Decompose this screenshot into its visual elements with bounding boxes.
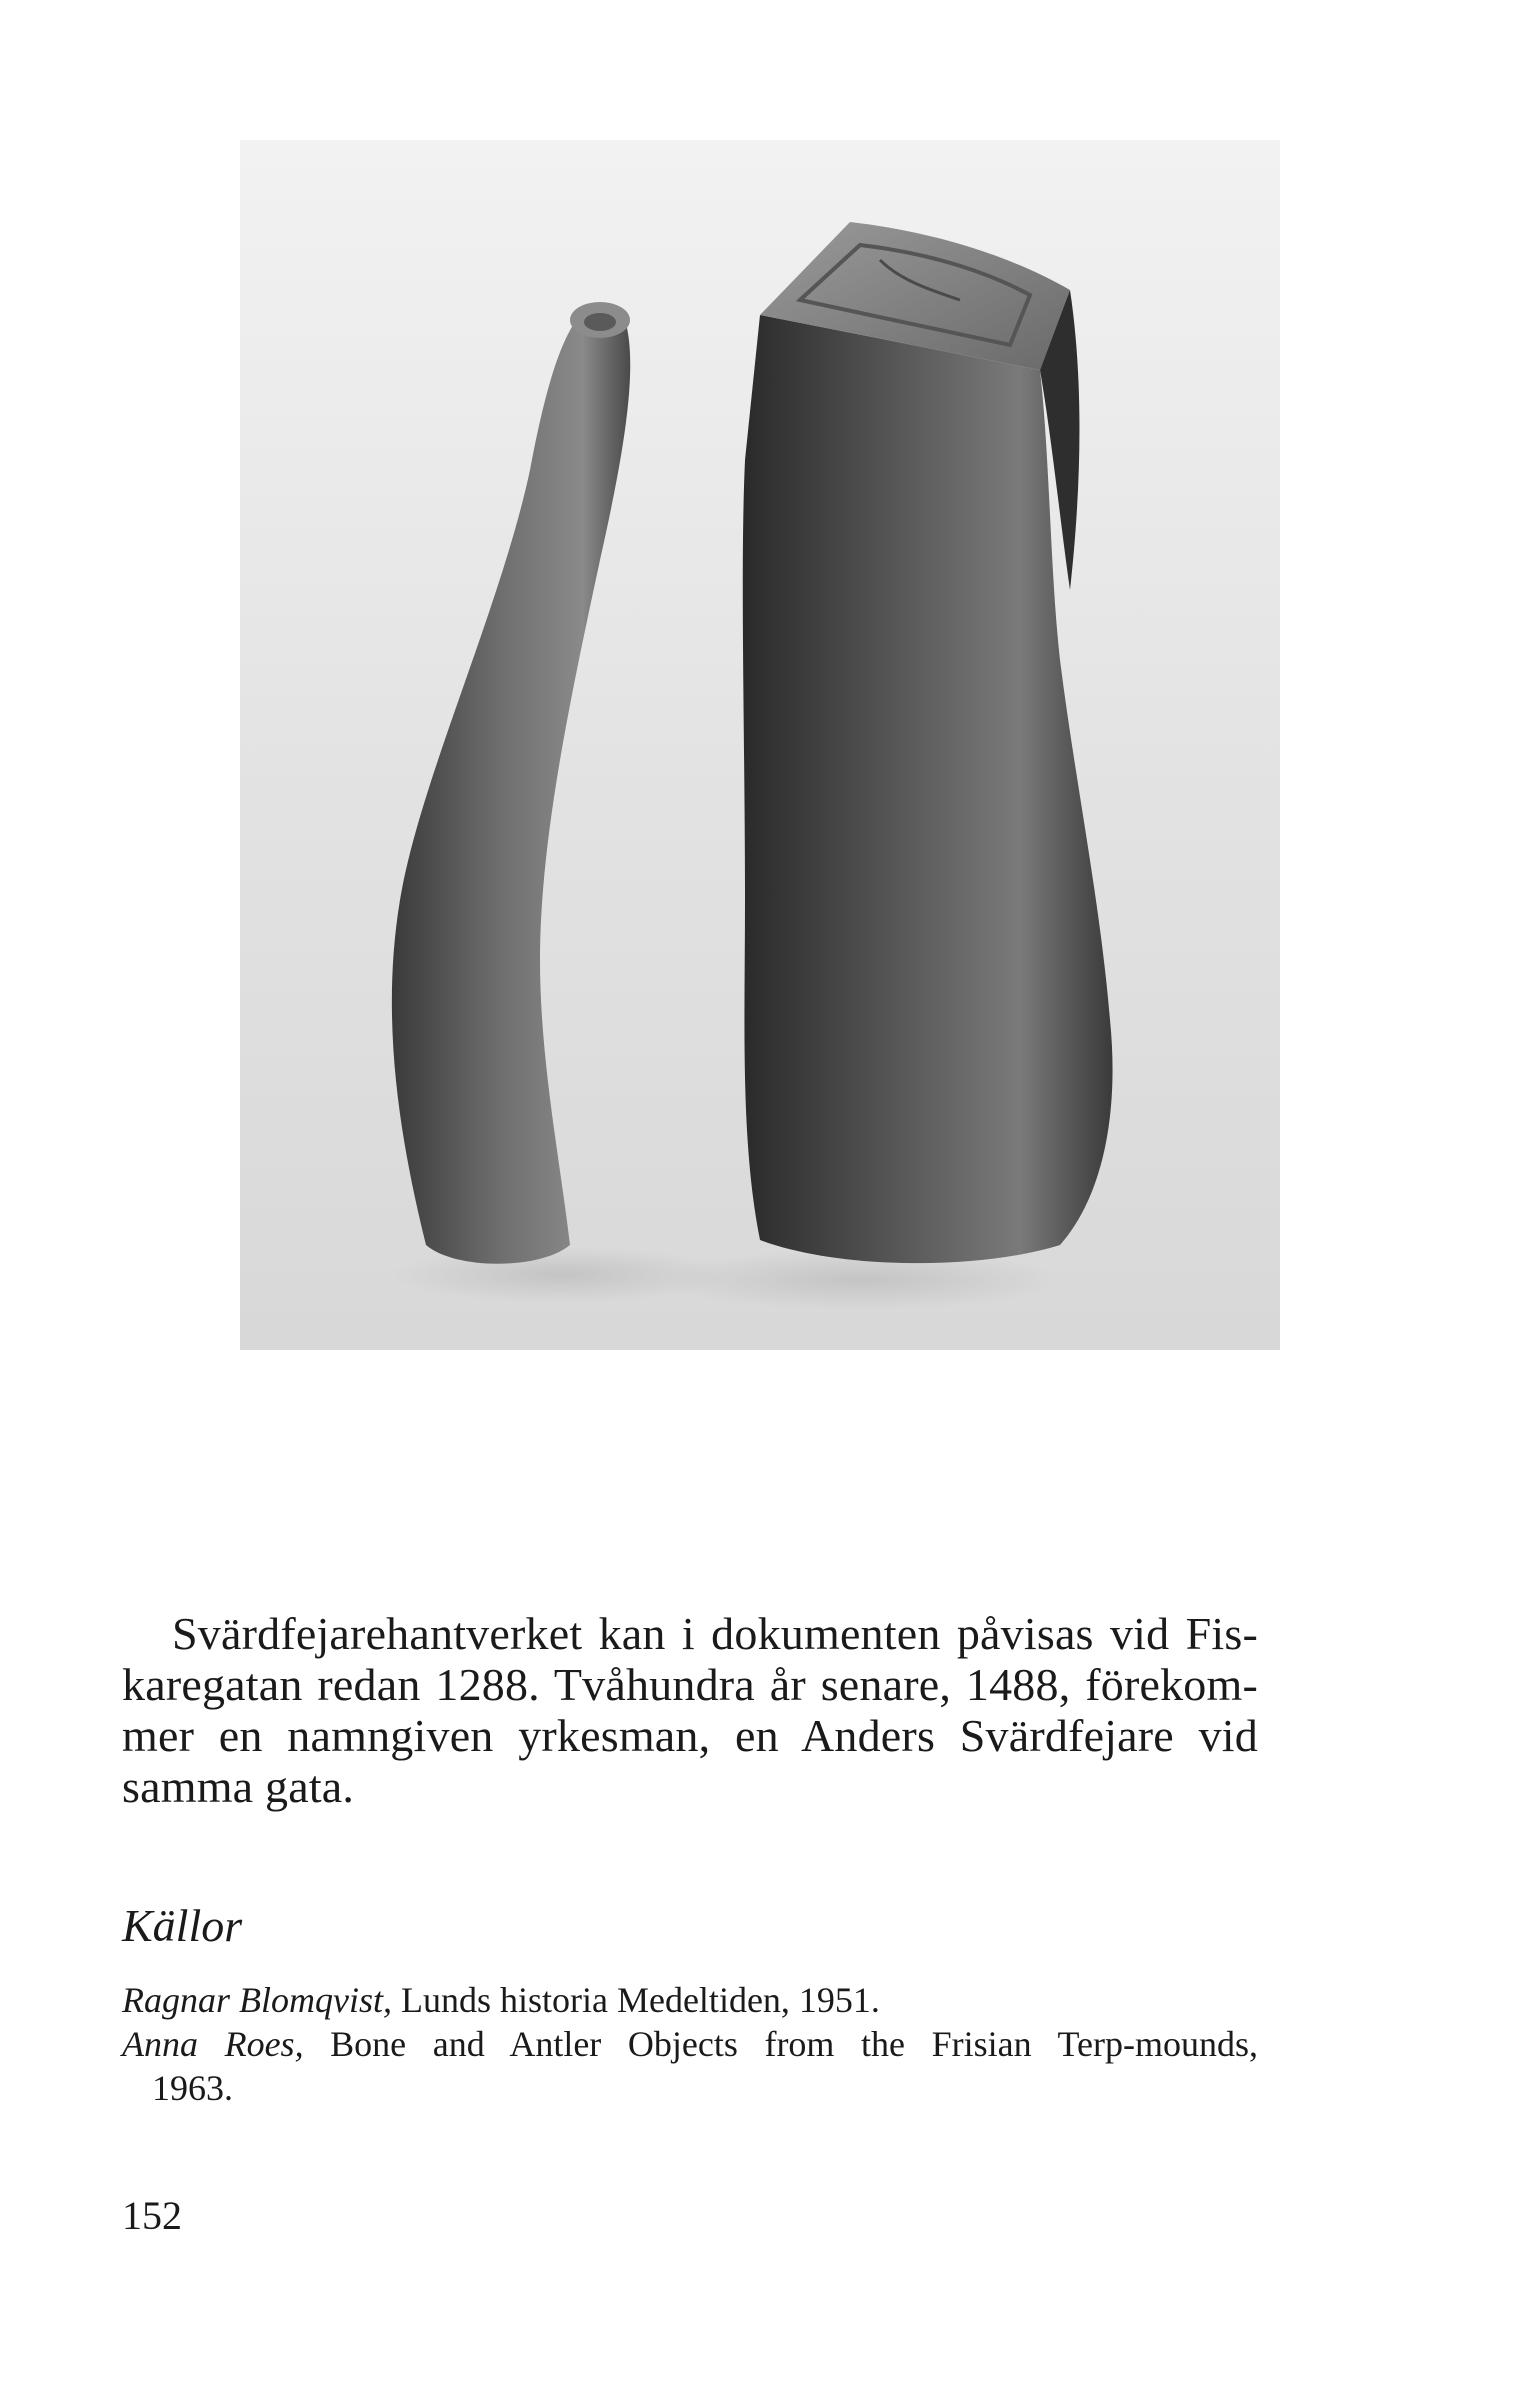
paragraph-line-3: mer en namngiven yrkesman, en Anders Svärdfejare vid: [122, 1710, 1258, 1761]
sources-list: [122, 1978, 1258, 2110]
paragraph-line-4: samma gata.: [122, 1761, 355, 1812]
photo-antler-objects: [240, 140, 1280, 1350]
source-title: Bone and Antler Objects from the Frisian Terp-mounds,: [303, 2024, 1258, 2064]
source-title: Lunds historia Medeltiden, 1951.: [391, 1980, 880, 2020]
source-item: [122, 2022, 1258, 2066]
paragraph-line-1: Svärdfejarehantverket kan i dokumenten påvisas vid Fis-: [172, 1608, 1258, 1659]
source-author: Anna Roes,: [122, 2024, 304, 2064]
paragraph-line-2: karegatan redan 1288. Tvåhundra år senare, 1488, förekom-: [122, 1659, 1258, 1710]
source-continuation: 1963.: [152, 2068, 233, 2108]
source-item: [122, 1978, 1258, 2022]
source-author: Ragnar Blomqvist,: [122, 1980, 392, 2020]
page-number: 152: [122, 2193, 182, 2238]
sources-heading: Källor: [122, 1900, 243, 1951]
body-paragraph: [122, 1608, 1258, 1812]
